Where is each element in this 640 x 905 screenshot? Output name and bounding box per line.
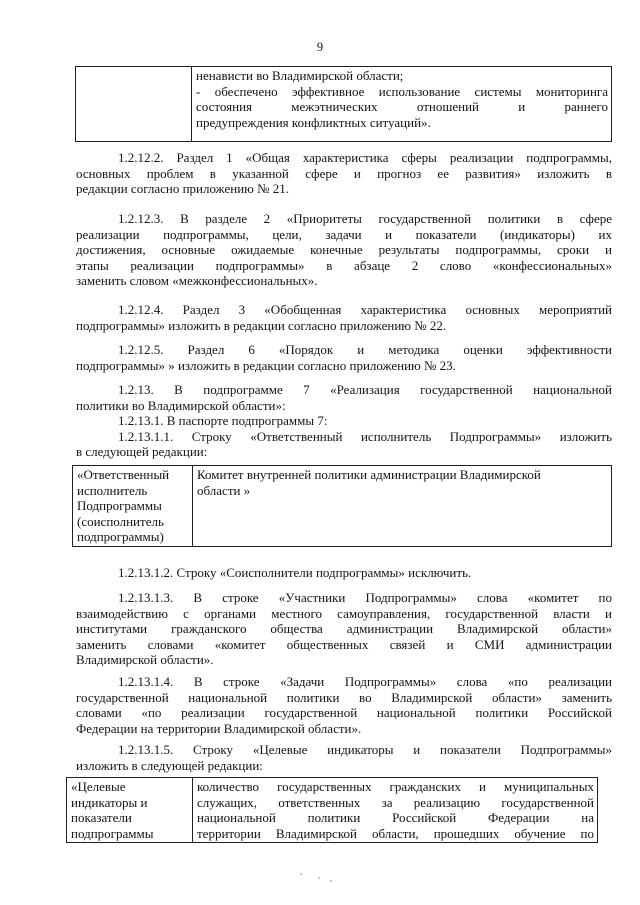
text-line: состояния межэтнических отношений и раннего <box>196 99 608 114</box>
text-line: словами «по реализации государственной национальной политики Российской <box>76 705 612 720</box>
text-line: (соисполнитель <box>77 513 164 529</box>
text-line: «Целевые <box>71 779 126 794</box>
text-line: Комитет внутренней политики администрации Владимирской <box>197 467 541 482</box>
paragraph-1-2-12-3 <box>76 211 612 289</box>
text-line: индикаторы и <box>71 794 148 810</box>
scan-speck <box>330 880 332 882</box>
text-line: 1.2.12.4. Раздел 3 «Обобщенная характеристика основных мероприятий <box>118 302 612 317</box>
text-line: заменить словами «комитет общественных связей и СМИ администрации <box>76 636 612 652</box>
text-line: служащих, ответственных за реализацию государственной <box>197 794 594 810</box>
table-responsible-executor <box>72 465 612 547</box>
text-line: подпрограммы» изложить в редакции согласно приложению № 22. <box>76 317 447 333</box>
text-line: количество государственных гражданских и муниципальных <box>197 779 594 794</box>
table-left-cell <box>67 778 193 843</box>
paragraph-1-2-13-1-4 <box>76 674 612 736</box>
text-line: институтами гражданского общества администрации Владимирской области» <box>76 621 612 636</box>
paragraph-1-2-13 <box>76 382 612 460</box>
text-line: исполнитель <box>77 482 148 498</box>
text-line: 1.2.13.1. В паспорте подпрограммы 7: <box>118 413 328 428</box>
text-line: предупреждения конфликтных ситуаций». <box>196 114 431 130</box>
scan-speck <box>300 873 302 875</box>
paragraph-1-2-13-1-3 <box>76 590 612 668</box>
text-line: подпрограммы) <box>77 529 164 544</box>
table-left-cell-empty <box>76 67 192 142</box>
text-line: подпрограммы» » изложить в редакции согласно приложению № 23. <box>76 357 456 373</box>
text-line: показатели <box>71 810 132 825</box>
text-line: изложить в следующей редакции: <box>76 757 263 773</box>
table-right-cell <box>193 778 598 843</box>
text-line: «Ответственный <box>77 467 170 482</box>
text-line: ненависти во Владимирской области; <box>196 68 404 83</box>
text-line: Подпрограммы <box>77 498 162 513</box>
table-target-indicators <box>66 777 598 843</box>
text-line: 1.2.13.1.3. В строке «Участники Подпрограммы» слова «комитет по <box>118 590 612 605</box>
page-number: 9 <box>316 40 324 54</box>
table-right-cell <box>193 466 612 547</box>
paragraph-1-2-13-1-5 <box>76 742 612 773</box>
scan-speck <box>318 877 320 879</box>
paragraph-1-2-12-5 <box>76 342 612 373</box>
text-line: основных проблем в указанной сфере и прогноз ее развития» изложить в <box>76 165 612 181</box>
text-line: политики во Владимирской области»: <box>76 397 286 413</box>
text-line: достижения, основные ожидаемые конечные результаты подпрограммы, сроки и <box>76 242 612 257</box>
text-line: 1.2.13.1.2. Строку «Соисполнители подпрограммы» исключить. <box>118 565 472 580</box>
text-line: Владимирской области». <box>76 652 214 667</box>
text-line: этапы реализации подпрограммы» в абзаце 2 слово «конфессиональных» <box>76 257 612 273</box>
paragraph-1-2-12-4 <box>76 302 612 333</box>
text-line: национальной политики Российской Федерации на <box>197 810 594 825</box>
text-line: 1.2.13.1.1. Строку «Ответственный исполнитель Подпрограммы» изложить <box>118 428 612 444</box>
text-line: реализации подпрограммы, цели, задачи и показатели (индикаторы) их <box>76 226 612 242</box>
text-line: - обеспечено эффективное использование системы мониторинга <box>196 83 608 99</box>
paragraph-1-2-13-1-2 <box>76 565 612 581</box>
text-line: территории Владимирской области, прошедших обучение по <box>197 825 594 841</box>
text-line: 1.2.13.1.4. В строке «Задачи Подпрограммы» слова «по реализации <box>118 674 612 689</box>
text-line: подпрограммы <box>71 825 154 841</box>
text-line: государственной национальной политики во Владимирской области» заменить <box>76 689 612 705</box>
text-line: заменить словом «межконфессиональных». <box>76 273 318 288</box>
text-line: в следующей редакции: <box>76 444 208 459</box>
table-left-cell <box>73 466 193 547</box>
text-line: 1.2.12.2. Раздел 1 «Общая характеристика сферы реализации подпрограммы, <box>118 150 612 165</box>
text-line: 1.2.12.3. В разделе 2 «Приоритеты государственной политики в сфере <box>118 211 612 226</box>
text-line: 1.2.13.1.5. Строку «Целевые индикаторы и показатели Подпрограммы» <box>118 742 612 757</box>
text-line: редакции согласно приложению № 21. <box>76 181 290 196</box>
text-line: 1.2.13. В подпрограмме 7 «Реализация государственной национальной <box>118 382 612 397</box>
text-line: 1.2.12.5. Раздел 6 «Порядок и методика оценки эффективности <box>118 342 612 357</box>
paragraph-1-2-12-2 <box>76 150 612 197</box>
text-line: Федерации на территории Владимирской области». <box>76 720 362 736</box>
table-right-cell <box>192 67 612 142</box>
text-line: взаимодействию с органами местного самоуправления, государственной власти и <box>76 605 612 621</box>
table-continuation <box>75 66 612 142</box>
text-line: области » <box>197 482 251 498</box>
